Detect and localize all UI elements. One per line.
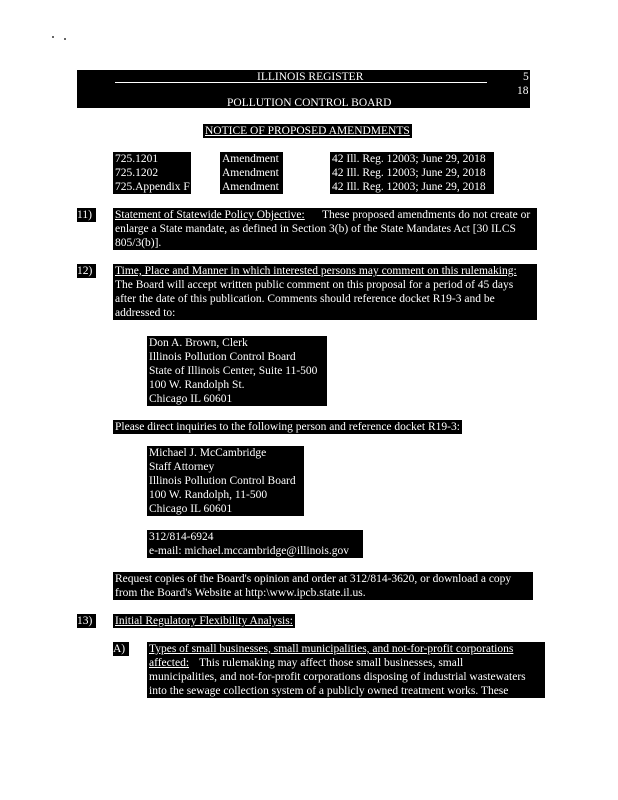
item-text-line: enlarge a State mandate, as defined in Section 3(b) of the State Mandates Act [30 ILCS [115, 223, 516, 235]
item-text-line: after the date of this publication. Comments should reference docket R19-3 and be [115, 293, 495, 305]
subitem-heading: affected: [149, 657, 190, 669]
item-text-line: addressed to: [115, 307, 176, 319]
item-number: 12) [77, 264, 96, 278]
subitem-text-line: This rulemaking may affect those small businesses, small [199, 657, 464, 669]
table-row-action: Amendment [222, 181, 279, 193]
table-row-section: 725.1201 [115, 153, 159, 165]
subitem-text-line: into the sewage collection system of a publicly owned treatment works. These [149, 685, 509, 697]
page-number-bottom: 18 [517, 85, 529, 97]
phone-number: 312/814-6924 [149, 531, 214, 543]
header-block [77, 70, 530, 108]
address-line: Chicago IL 60601 [149, 393, 233, 405]
request-line: from the Board's Website at http:\www.ipcb.state.il.us. [115, 587, 366, 599]
register-title: ILLINOIS REGISTER [257, 71, 364, 83]
address-line: Staff Attorney [149, 461, 215, 473]
table-row-citation: 42 Ill. Reg. 12003; June 29, 2018 [332, 167, 486, 179]
subitem-text-line: municipalities, and not-for-profit corporations disposing of industrial wastewaters [149, 671, 526, 683]
address-line: Illinois Pollution Control Board [149, 475, 296, 487]
item-text-line: The Board will accept written public comment on this proposal for a period of 45 days [115, 279, 514, 291]
agency-name: POLLUTION CONTROL BOARD [227, 97, 392, 109]
inquiries-line: Please direct inquiries to the following person and reference docket R19-3: [115, 421, 460, 433]
address-line: Illinois Pollution Control Board [149, 351, 296, 363]
address-line: 100 W. Randolph, 11-500 [149, 489, 268, 501]
address-line: Chicago IL 60601 [149, 503, 233, 515]
address-line: 100 W. Randolph St. [149, 379, 245, 391]
scan-speck [52, 36, 54, 38]
address-line: State of Illinois Center, Suite 11-500 [149, 365, 318, 377]
table-row-action: Amendment [222, 167, 279, 179]
table-row-citation: 42 Ill. Reg. 12003; June 29, 2018 [332, 181, 486, 193]
item-text-line: 805/3(b)]. [115, 237, 162, 249]
item-heading: Statement of Statewide Policy Objective: [115, 209, 305, 221]
subitem-heading: Types of small businesses, small municipalities, and not-for-profit corporations [149, 643, 514, 655]
item-text-line: These proposed amendments do not create or [322, 209, 531, 221]
item-heading: Initial Regulatory Flexibility Analysis: [115, 615, 293, 627]
table-row-section: 725.Appendix F [115, 181, 190, 193]
item-number: 11) [77, 208, 96, 222]
subitem-letter: A) [113, 642, 129, 656]
page-number-top: 5 [523, 71, 529, 83]
table-row-citation: 42 Ill. Reg. 12003; June 29, 2018 [332, 153, 486, 165]
request-line: Request copies of the Board's opinion and order at 312/814-3620, or download a copy [115, 573, 512, 585]
email-address: e-mail: michael.mccambridge@illinois.gov [149, 545, 349, 557]
item-number: 13) [77, 614, 96, 628]
scan-speck [64, 38, 66, 40]
notice-title: NOTICE OF PROPOSED AMENDMENTS [205, 125, 410, 137]
address-line: Don A. Brown, Clerk [149, 337, 248, 349]
address-line: Michael J. McCambridge [149, 447, 267, 459]
table-row-action: Amendment [222, 153, 279, 165]
table-row-section: 725.1202 [115, 167, 159, 179]
item-heading: Time, Place and Manner in which interested persons may comment on this rulemaking: [115, 265, 517, 277]
